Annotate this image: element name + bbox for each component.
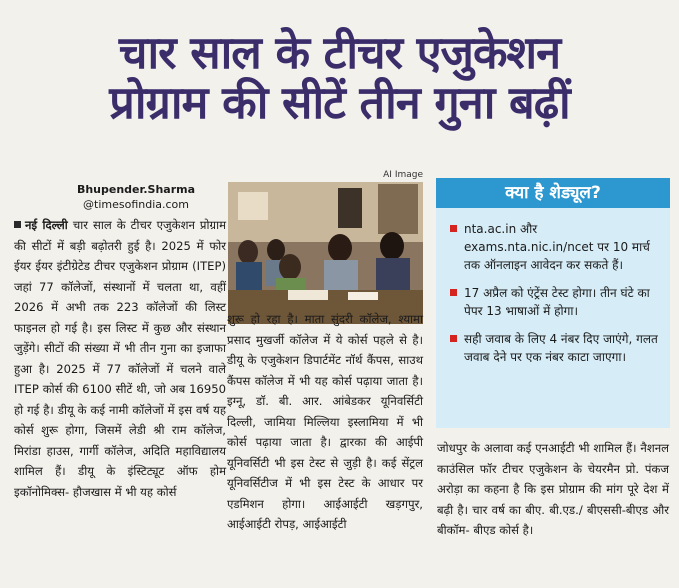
dateline-square-icon <box>14 221 21 228</box>
red-square-bullet-icon <box>450 335 457 342</box>
schedule-list <box>436 208 670 366</box>
red-square-bullet-icon <box>450 225 457 232</box>
column-1-text: चार साल के टीचर एजुकेशन प्रोग्राम की सीटों में बड़ी बढ़ोतरी हुई है। 2025 में फोर ईयर ईयर इंटीग्रेटेड टीचर एजुकेशन प्रोग्राम (ITEP) जहां 77 कॉलेजों, संस्थानों में चलता था, वहीं 2026 में अभी तक 223 कॉलेजों की लिस्ट फाइनल हो गई है। इस लिस्ट में कुछ और संस्थान जुड़ेंगे। सीटों की संख्या में भी तीन गुना का इजाफा हुआ है। 2025 में 77 कॉलेजों में चलने वाले ITEP कोर्स की 6100 सीटें थी, जो अब 16950 हो गई है। डीयू के कई नामी कॉलेजों में इस वर्ष यह कोर्स शुरू होगा, जिसमें लेडी श्री राम कॉलेज, मिरांडा हाउस, गार्गी कॉलेज, अदिति महाविद्यालय शामिल हैं। डीयू के इंस्टिट्यूट ऑफ होम इकॉनोमिक्स- हौजखास में भी यह कोर्स <box>14 218 227 499</box>
headline-line-1: चार साल के टीचर एजुकेशन <box>118 26 561 79</box>
classroom-illustration <box>228 182 423 324</box>
dateline: नई दिल्ली <box>25 218 68 232</box>
article-column-2: शुरू हो रहा है। माता सुंदरी कॉलेज, श्यामा प्रसाद मुखर्जी कॉलेज में ये कोर्स पहले से है। डीयू के एजुकेशन डिपार्टमेंट नॉर्थ कैंपस, साउथ कैंपस कॉलेज में भी यह कोर्स पढ़ाया जाता है। इग्नू, डॉ. बी. आर. आंबेडकर यूनिवर्सिटी दिल्ली, जामिया मिल्लिया इस्लामिया में भी कोर्स पढ़ाया जाता है। द्वारका की आईपी यूनिवर्सिटी भी इस टेस्ट से जुड़ी है। कई सेंट्रल यूनिवर्सिटीज में भी इस टेस्ट के आधार पर एडमिशन होगा। आईआईटी खड़गपुर, आईआईटी रोपड़, आईआईटी <box>227 312 423 531</box>
article-column-3: जोधपुर के अलावा कई एनआईटी भी शामिल हैं। नैशनल काउंसिल फॉर टीचर एजुकेशन के चेयरमैन प्रो. पंकज अरोड़ा का कहना है कि इस प्रोग्राम की मांग पूरे देश में बढ़ी है। चार वर्ष का बीए. बी.एड./ बीएससी-बीएड और बीकॉम- बीएड कोर्स है। <box>437 441 669 537</box>
byline <box>60 182 212 212</box>
schedule-item <box>450 220 660 274</box>
headline-line-2: प्रोग्राम की सीटें तीन गुना बढ़ीं <box>109 76 570 129</box>
author-handle: @timesofindia.com <box>83 198 189 211</box>
headline <box>0 28 679 128</box>
schedule-box <box>436 178 670 428</box>
photo-credit: AI Image <box>383 170 423 180</box>
article-photo <box>228 170 423 326</box>
schedule-item <box>450 284 660 320</box>
schedule-item <box>450 330 660 366</box>
schedule-item-text: सही जवाब के लिए 4 नंबर दिए जाएंगे, गलत जवाब देने पर एक नंबर काटा जाएगा। <box>464 332 658 364</box>
author-name: Bhupender.Sharma <box>76 183 196 196</box>
classroom-image <box>228 182 423 324</box>
schedule-title: क्या है शेड्यूल? <box>436 178 670 208</box>
schedule-item-text: nta.ac.in और exams.nta.nic.in/ncet पर 10 मार्च तक ऑनलाइन आवेदन कर सकते हैं। <box>464 222 650 272</box>
article-column-1 <box>14 215 226 502</box>
schedule-item-text: 17 अप्रैल को एंट्रेंस टेस्ट होगा। तीन घंटे का पेपर 13 भाषाओं में होगा। <box>464 286 650 318</box>
red-square-bullet-icon <box>450 289 457 296</box>
